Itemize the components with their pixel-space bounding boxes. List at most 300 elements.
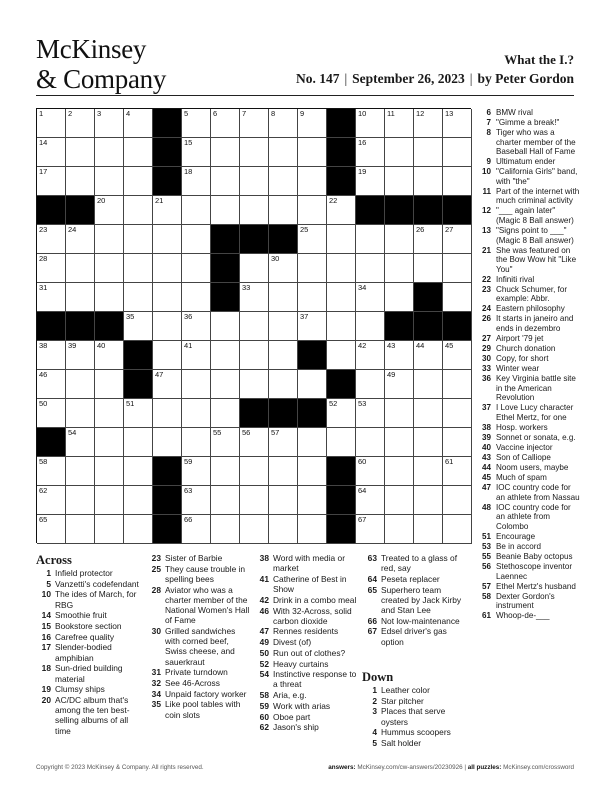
grid-cell[interactable]	[298, 109, 327, 138]
grid-cell[interactable]	[37, 167, 66, 196]
clue-number: 4	[372, 727, 377, 738]
black-square	[153, 138, 182, 167]
grid-cell[interactable]	[240, 196, 269, 225]
grid-cell[interactable]	[211, 370, 240, 399]
down-clue-55	[476, 552, 580, 562]
across-column-2	[146, 553, 252, 720]
grid-cell[interactable]	[240, 138, 269, 167]
grid-cell[interactable]	[414, 399, 443, 428]
grid-cell[interactable]	[182, 428, 211, 457]
grid-cell[interactable]	[443, 486, 472, 515]
grid-cell[interactable]	[211, 486, 240, 515]
grid-cell[interactable]	[95, 486, 124, 515]
puzzle-author: by Peter Gordon	[477, 71, 574, 86]
across-header: Across	[36, 553, 72, 567]
clue-number: 5	[372, 738, 377, 749]
grid-cell[interactable]	[443, 457, 472, 486]
black-square	[269, 225, 298, 254]
grid-cell[interactable]	[124, 254, 153, 283]
grid-cell[interactable]	[327, 428, 356, 457]
cell-number: 26	[416, 225, 425, 234]
grid-cell[interactable]	[414, 370, 443, 399]
clue-number: 28	[151, 584, 161, 595]
grid-cell[interactable]	[414, 167, 443, 196]
grid-cell[interactable]	[356, 312, 385, 341]
down-clue-58	[476, 592, 580, 611]
cell-number: 52	[329, 399, 338, 408]
across-column-1	[36, 553, 142, 736]
grid-cell[interactable]	[443, 167, 472, 196]
down-clue-29	[476, 344, 580, 354]
down-clue-3	[362, 706, 470, 726]
grid-cell[interactable]	[66, 428, 95, 457]
grid-cell[interactable]	[414, 254, 443, 283]
clue-text: They cause trouble in spelling bees	[165, 563, 246, 584]
black-square	[298, 341, 327, 370]
grid-cell[interactable]	[385, 428, 414, 457]
grid-cell[interactable]	[414, 515, 443, 544]
grid-cell[interactable]	[269, 370, 298, 399]
grid-cell[interactable]	[153, 283, 182, 312]
grid-cell[interactable]	[37, 515, 66, 544]
cell-number: 27	[445, 225, 454, 234]
grid-cell[interactable]	[385, 109, 414, 138]
grid-cell[interactable]	[66, 486, 95, 515]
across-clue-49	[254, 637, 360, 647]
grid-cell[interactable]	[211, 428, 240, 457]
grid-cell[interactable]	[385, 457, 414, 486]
grid-cell[interactable]	[443, 254, 472, 283]
clue-number: 60	[259, 711, 269, 722]
grid-cell[interactable]	[414, 486, 443, 515]
down-clue-39	[476, 433, 580, 443]
grid-cell[interactable]	[182, 109, 211, 138]
grid-cell[interactable]	[211, 399, 240, 428]
grid-cell[interactable]	[124, 283, 153, 312]
down-clue-47	[476, 483, 580, 502]
grid-cell[interactable]	[37, 457, 66, 486]
clue-number: 9	[486, 157, 491, 167]
across-clue-35	[146, 699, 252, 719]
grid-cell[interactable]	[269, 312, 298, 341]
grid-cell[interactable]	[124, 399, 153, 428]
grid-cell[interactable]	[124, 109, 153, 138]
grid-cell[interactable]	[356, 283, 385, 312]
grid-cell[interactable]	[240, 457, 269, 486]
across-clue-63	[362, 553, 470, 573]
cell-number: 42	[358, 341, 367, 350]
grid-cell[interactable]	[182, 225, 211, 254]
grid-cell[interactable]	[95, 254, 124, 283]
grid-cell[interactable]	[356, 457, 385, 486]
clue-number: 11	[482, 186, 491, 196]
grid-cell[interactable]	[356, 225, 385, 254]
clue-number: 37	[481, 403, 491, 413]
grid-cell[interactable]	[414, 341, 443, 370]
grid-cell[interactable]	[95, 370, 124, 399]
grid-cell[interactable]	[298, 515, 327, 544]
grid-cell[interactable]	[95, 109, 124, 138]
logo-line-1: McKinsey	[36, 34, 147, 64]
grid-cell[interactable]	[269, 196, 298, 225]
cell-number: 16	[358, 138, 367, 147]
answers-link[interactable]: McKinsey.com/cw-answers/20230926	[357, 764, 463, 771]
cell-number: 15	[184, 138, 193, 147]
grid-cell[interactable]	[298, 225, 327, 254]
grid-cell[interactable]	[153, 225, 182, 254]
grid-cell[interactable]	[124, 457, 153, 486]
grid-cell[interactable]	[356, 486, 385, 515]
clue-number: 1	[372, 685, 377, 695]
down-clue-45	[476, 473, 580, 483]
grid-cell[interactable]	[182, 254, 211, 283]
clue-text: Noom users, maybe	[496, 463, 569, 473]
clue-number: 47	[481, 483, 491, 493]
cell-number: 24	[68, 225, 77, 234]
grid-cell[interactable]	[385, 225, 414, 254]
grid-cell[interactable]	[443, 370, 472, 399]
clue-text: Catherine of Best in Show	[273, 573, 347, 595]
grid-cell[interactable]	[385, 283, 414, 312]
clue-number: 54	[259, 669, 269, 680]
grid-cell[interactable]	[356, 515, 385, 544]
grid-cell[interactable]	[182, 312, 211, 341]
clue-text: Carefree quality	[55, 631, 115, 642]
grid-cell[interactable]	[182, 399, 211, 428]
grid-cell[interactable]	[211, 515, 240, 544]
grid-cell[interactable]	[66, 225, 95, 254]
grid-cell[interactable]	[124, 167, 153, 196]
across-clue-50	[254, 648, 360, 658]
grid-cell[interactable]	[327, 341, 356, 370]
grid-cell[interactable]	[124, 225, 153, 254]
grid-cell[interactable]	[443, 399, 472, 428]
grid-cell[interactable]	[443, 428, 472, 457]
clue-text: Clumsy ships	[55, 684, 105, 695]
grid-cell[interactable]	[414, 428, 443, 457]
grid-cell[interactable]	[356, 428, 385, 457]
grid-cell[interactable]	[298, 254, 327, 283]
clue-text: Be in accord	[496, 542, 541, 552]
grid-cell[interactable]	[182, 457, 211, 486]
grid-cell[interactable]	[95, 283, 124, 312]
grid-cell[interactable]	[385, 486, 414, 515]
grid-cell[interactable]	[182, 138, 211, 167]
grid-cell[interactable]	[385, 399, 414, 428]
grid-cell[interactable]	[153, 312, 182, 341]
grid-cell[interactable]	[153, 428, 182, 457]
grid-cell[interactable]	[240, 312, 269, 341]
grid-cell[interactable]	[298, 283, 327, 312]
grid-cell[interactable]	[385, 167, 414, 196]
grid-cell[interactable]	[37, 138, 66, 167]
down-clue-57	[476, 582, 580, 592]
grid-cell[interactable]	[182, 515, 211, 544]
grid-cell[interactable]	[327, 254, 356, 283]
grid-cell[interactable]	[298, 167, 327, 196]
grid-cell[interactable]	[327, 196, 356, 225]
grid-cell[interactable]	[269, 341, 298, 370]
grid-cell[interactable]	[66, 138, 95, 167]
clue-text: Infield protector	[55, 568, 113, 578]
clue-text: Drink in a combo meal	[273, 594, 357, 605]
cell-number: 30	[271, 254, 280, 263]
across-column-4	[362, 553, 470, 647]
grid-cell[interactable]	[269, 283, 298, 312]
clue-text: Treated to a glass of red, say	[381, 553, 458, 574]
grid-cell[interactable]	[269, 109, 298, 138]
clue-number: 56	[481, 562, 491, 572]
grid-cell[interactable]	[356, 341, 385, 370]
grid-cell[interactable]	[269, 515, 298, 544]
grid-cell[interactable]	[414, 225, 443, 254]
puzzle-meta: No. 147 | September 26, 2023 | by Peter Gordon	[295, 71, 574, 86]
clue-text: Slender-bodied amphibian	[55, 642, 112, 663]
cell-number: 59	[184, 457, 193, 466]
puzzles-label: all puzzles:	[467, 764, 502, 771]
grid-cell[interactable]	[153, 341, 182, 370]
grid-cell[interactable]	[269, 254, 298, 283]
grid-cell[interactable]	[37, 399, 66, 428]
grid-cell[interactable]	[66, 254, 95, 283]
grid-cell[interactable]	[182, 167, 211, 196]
grid-cell[interactable]	[66, 341, 95, 370]
grid-cell[interactable]	[385, 138, 414, 167]
clue-text: AC/DC album that's among the ten best-selling albums of all time	[55, 694, 130, 736]
grid-cell[interactable]	[37, 283, 66, 312]
grid-cell[interactable]	[66, 370, 95, 399]
grid-cell[interactable]	[153, 254, 182, 283]
grid-cell[interactable]	[95, 167, 124, 196]
grid-cell[interactable]	[269, 138, 298, 167]
black-square	[66, 196, 95, 225]
grid-cell[interactable]	[240, 254, 269, 283]
grid-cell[interactable]	[298, 457, 327, 486]
grid-cell[interactable]	[240, 109, 269, 138]
grid-cell[interactable]	[66, 457, 95, 486]
grid-cell[interactable]	[327, 312, 356, 341]
clue-text: Private turndown	[165, 667, 228, 678]
grid-cell[interactable]	[95, 457, 124, 486]
grid-cell[interactable]	[356, 254, 385, 283]
grid-cell[interactable]	[385, 515, 414, 544]
grid-cell[interactable]	[124, 515, 153, 544]
grid-cell[interactable]	[66, 399, 95, 428]
mckinsey-logo	[36, 34, 166, 94]
grid-cell[interactable]	[211, 312, 240, 341]
grid-cell[interactable]	[356, 138, 385, 167]
grid-cell[interactable]	[356, 167, 385, 196]
grid-cell[interactable]	[153, 370, 182, 399]
black-square	[356, 196, 385, 225]
grid-cell[interactable]	[182, 370, 211, 399]
clue-text: Eastern philosophy	[496, 304, 565, 314]
clue-number: 34	[151, 688, 161, 699]
across-clue-46	[254, 606, 360, 626]
grid-cell[interactable]	[124, 312, 153, 341]
grid-cell[interactable]	[269, 167, 298, 196]
grid-cell[interactable]	[182, 341, 211, 370]
across-clue-66	[362, 616, 470, 626]
grid-cell[interactable]	[240, 167, 269, 196]
grid-cell[interactable]	[95, 225, 124, 254]
grid-cell[interactable]	[327, 399, 356, 428]
grid-cell[interactable]	[124, 486, 153, 515]
black-square	[240, 399, 269, 428]
grid-cell[interactable]	[240, 486, 269, 515]
clue-text: Hummus scoopers	[381, 727, 451, 738]
grid-cell[interactable]	[414, 457, 443, 486]
clue-number: 21	[481, 245, 491, 255]
across-clue-31	[146, 667, 252, 677]
cell-number: 11	[387, 109, 395, 118]
grid-cell[interactable]	[211, 341, 240, 370]
grid-cell[interactable]	[356, 109, 385, 138]
down-clue-23	[476, 285, 580, 304]
grid-cell[interactable]	[37, 254, 66, 283]
down-clue-6	[476, 108, 580, 118]
grid-cell[interactable]	[385, 370, 414, 399]
grid-cell[interactable]	[211, 109, 240, 138]
grid-cell[interactable]	[95, 428, 124, 457]
grid-cell[interactable]	[298, 196, 327, 225]
grid-cell[interactable]	[95, 196, 124, 225]
across-clue-32	[146, 678, 252, 688]
clue-number: 57	[481, 581, 491, 591]
grid-cell[interactable]	[37, 225, 66, 254]
clue-number: 10	[481, 167, 491, 177]
grid-cell[interactable]	[414, 109, 443, 138]
grid-cell[interactable]	[37, 109, 66, 138]
grid-cell[interactable]	[153, 196, 182, 225]
clue-text: Unpaid factory worker	[165, 688, 247, 699]
grid-cell[interactable]	[240, 370, 269, 399]
grid-cell[interactable]	[37, 370, 66, 399]
black-square	[327, 138, 356, 167]
clue-number: 58	[259, 690, 269, 701]
clue-number: 30	[151, 625, 161, 636]
grid-cell[interactable]	[95, 341, 124, 370]
grid-cell[interactable]	[385, 341, 414, 370]
cell-number: 37	[300, 312, 309, 321]
grid-cell[interactable]	[298, 312, 327, 341]
down-clue-24	[476, 304, 580, 314]
grid-cell[interactable]	[66, 283, 95, 312]
grid-cell[interactable]	[269, 457, 298, 486]
grid-cell[interactable]	[182, 196, 211, 225]
grid-cell[interactable]	[211, 196, 240, 225]
grid-cell[interactable]	[298, 428, 327, 457]
grid-cell[interactable]	[298, 486, 327, 515]
grid-cell[interactable]	[327, 225, 356, 254]
grid-cell[interactable]	[95, 399, 124, 428]
grid-cell[interactable]	[66, 109, 95, 138]
clue-text: Vaccine injector	[496, 443, 553, 453]
clue-text: Superhero team created by Jack Kirby and Stan Lee	[381, 584, 462, 616]
grid-cell[interactable]	[211, 457, 240, 486]
grid-cell[interactable]	[240, 283, 269, 312]
puzzles-link[interactable]: McKinsey.com/crossword	[503, 764, 574, 771]
grid-cell[interactable]	[37, 341, 66, 370]
black-square	[327, 457, 356, 486]
clue-number: 16	[41, 631, 51, 642]
grid-cell[interactable]	[95, 138, 124, 167]
grid-cell[interactable]	[356, 399, 385, 428]
grid-cell[interactable]	[240, 341, 269, 370]
black-square	[211, 225, 240, 254]
grid-cell[interactable]	[269, 486, 298, 515]
clue-number: 23	[481, 284, 491, 294]
grid-cell[interactable]	[182, 486, 211, 515]
clue-number: 8	[486, 128, 491, 138]
grid-cell[interactable]	[298, 370, 327, 399]
grid-cell[interactable]	[356, 370, 385, 399]
down-column-right	[476, 108, 580, 621]
clue-number: 42	[259, 594, 269, 605]
grid-cell[interactable]	[443, 341, 472, 370]
grid-cell[interactable]	[298, 138, 327, 167]
grid-cell[interactable]	[66, 515, 95, 544]
black-square	[153, 515, 182, 544]
down-clue-51	[476, 532, 580, 542]
cell-number: 10	[358, 109, 367, 118]
clue-number: 50	[259, 647, 269, 658]
grid-cell[interactable]	[443, 138, 472, 167]
puzzle-number: No. 147	[295, 71, 340, 86]
clue-text: See 46-Across	[165, 677, 220, 688]
grid-cell[interactable]	[37, 486, 66, 515]
down-clue-13	[476, 226, 580, 245]
grid-cell[interactable]	[240, 428, 269, 457]
grid-cell[interactable]	[95, 515, 124, 544]
grid-cell[interactable]	[124, 196, 153, 225]
grid-cell[interactable]	[327, 283, 356, 312]
grid-cell[interactable]	[269, 428, 298, 457]
grid-cell[interactable]	[385, 254, 414, 283]
clue-number: 18	[41, 663, 51, 674]
grid-cell[interactable]	[66, 167, 95, 196]
clue-number: 20	[41, 694, 51, 705]
grid-cell[interactable]	[211, 138, 240, 167]
grid-cell[interactable]	[182, 283, 211, 312]
across-clue-18	[36, 663, 142, 683]
clue-number: 36	[481, 374, 491, 384]
grid-cell[interactable]	[124, 428, 153, 457]
black-square	[153, 486, 182, 515]
grid-cell[interactable]	[443, 283, 472, 312]
cell-number: 57	[271, 428, 280, 437]
grid-cell[interactable]	[211, 167, 240, 196]
clue-number: 44	[481, 463, 491, 473]
cell-number: 40	[97, 341, 106, 350]
grid-cell[interactable]	[443, 109, 472, 138]
black-square	[385, 312, 414, 341]
grid-cell[interactable]	[414, 138, 443, 167]
grid-cell[interactable]	[240, 515, 269, 544]
cell-number: 3	[97, 109, 102, 118]
down-clue-27	[476, 334, 580, 344]
black-square	[327, 515, 356, 544]
grid-cell[interactable]	[153, 399, 182, 428]
clue-number: 14	[41, 610, 51, 621]
across-clue-58	[254, 690, 360, 700]
grid-cell[interactable]	[443, 515, 472, 544]
grid-cell[interactable]	[443, 225, 472, 254]
black-square	[153, 167, 182, 196]
grid-cell[interactable]	[124, 138, 153, 167]
clue-number: 13	[481, 226, 491, 236]
clue-text: Copy, for short	[496, 354, 549, 364]
